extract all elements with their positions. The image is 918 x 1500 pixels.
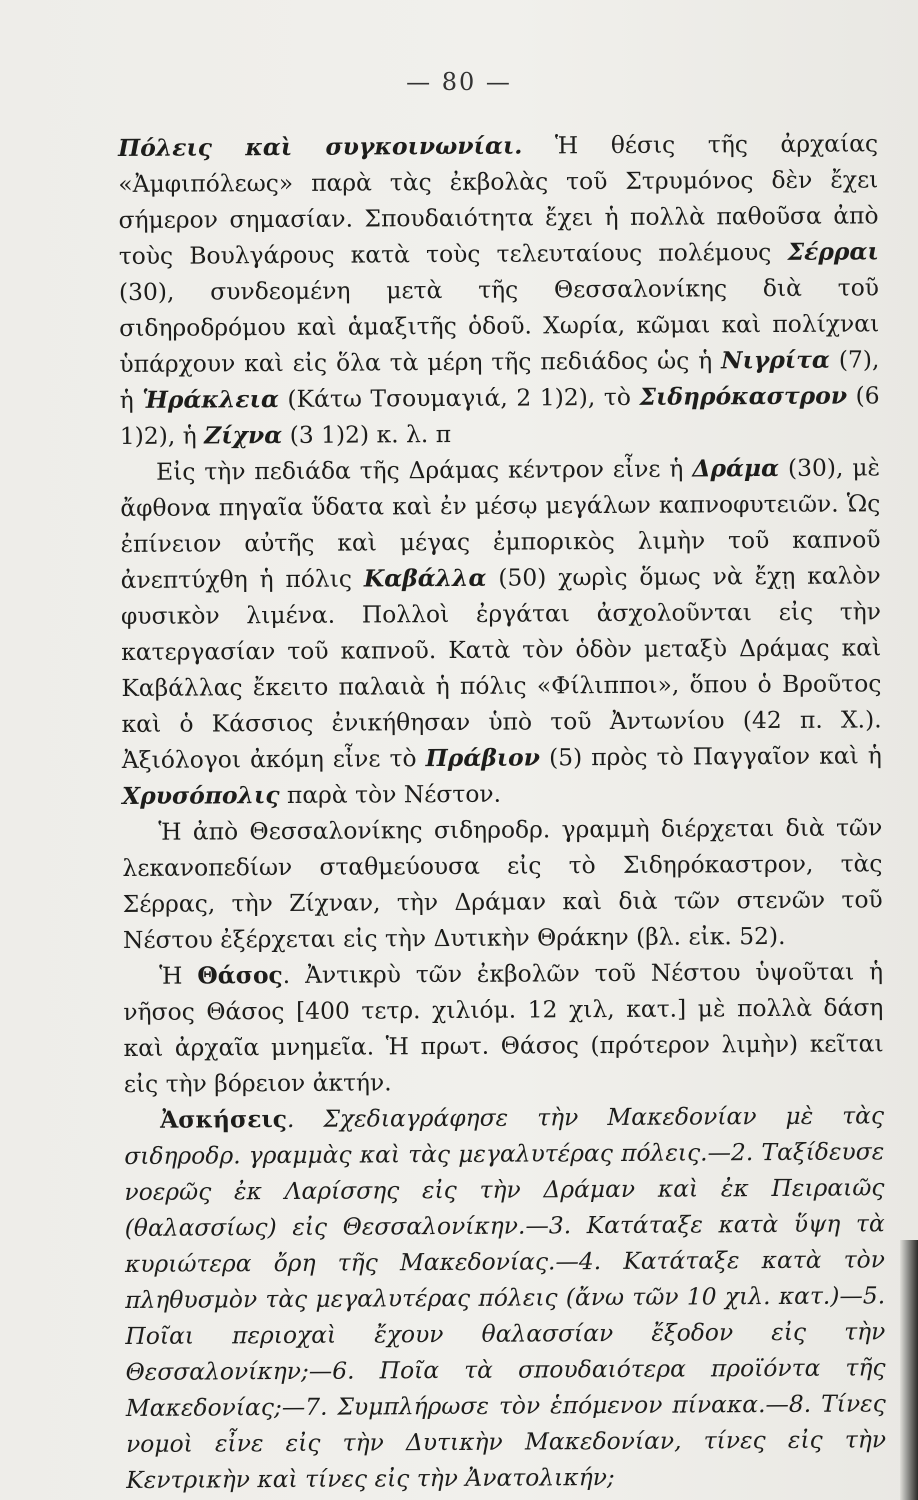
body-text: [118, 125, 886, 1498]
emphasis-text: . Σχεδιαγράφησε τὴν Μακεδονίαν μὲ τὰς σιδηροδρ. γραμμὰς καὶ τὰς μεγαλυτέρας πόλεις.—2. Ταξίδευσε νοερῶς ἐκ Λαρίσσης εἰς τὴν Δράμαν καὶ ἐκ Πειραιῶς (θαλασσίως) εἰς Θεσσαλονίκην.—3. Κατάταξε κατὰ ὕψη τὰ κυριώτερα ὄρη τῆς Μακεδονίας.—4. Κατάταξε κατὰ τὸν πληθυσμὸν τὰς μεγαλυτέρας πόλεις (ἄνω τῶν 10 χιλ. κατ.)—5. Ποῖαι περιοχαὶ ἔχουν θαλασσίαν ἔξοδον εἰς τὴν Θεσσαλονίκην;—6. Ποῖα τὰ σπουδαιότερα προϊόντα τῆς Μακεδονίας;—7. Συμπλήρωσε τὸν ἑπόμενον πίνακα.—8. Τίνες νομοὶ εἶνε εἰς τὴν Δυτικὴν Μακεδονίαν, τίνες εἰς τὴν Κεντρικὴν καὶ τίνες εἰς τὴν Ἀνατολικήν;: [124, 1101, 887, 1494]
emphasis-text: Σιδηρόκαστρον: [639, 381, 848, 411]
paragraph-p5: [124, 1097, 886, 1498]
emphasis-text: Θάσος: [197, 961, 283, 990]
body-text-run: (3 1)2) κ. λ. π: [282, 419, 452, 450]
paragraph-p4: [123, 953, 884, 1102]
emphasis-text: Ζίχνα: [204, 421, 283, 450]
body-text-run: παρὰ τὸν Νέστον.: [279, 779, 502, 810]
paragraph-p1: [118, 125, 880, 454]
body-text-run: (7), ἡ: [119, 345, 880, 414]
emphasis-text: Ἡράκλεια: [142, 385, 279, 414]
body-text-run: Ἡ: [159, 961, 198, 990]
emphasis-text: Νιγρίτα: [721, 345, 830, 375]
emphasis-text: Καβάλλα: [363, 563, 487, 593]
body-text-run: (Κάτω Τσουμαγιά, 2 1)2), τὸ: [278, 382, 640, 414]
emphasis-text: Πόλεις καὶ συγκοινωνίαι.: [118, 131, 523, 162]
emphasis-text: Δράμα: [692, 453, 780, 483]
emphasis-text: Πράβιον: [425, 743, 541, 773]
paragraph-p2: [120, 449, 882, 814]
body-text-run: . Ἀντικρὺ τῶν ἐκβολῶν τοῦ Νέστου ὑψοῦται ἡ νῆσος Θάσος [400 τετρ. χιλιόμ. 12 χιλ, κατ.] μὲ πολλὰ δάση καὶ ἀρχαῖα μνημεῖα. Ἡ πρωτ. Θάσος (πρότερον λιμὴν) κεῖται εἰς τὴν βόρειον ἀκτήν.: [123, 957, 884, 1098]
body-text-run: (6 1)2), ἡ: [119, 381, 880, 450]
emphasis-text: Χρυσόπολις: [121, 781, 280, 810]
page-edge-shadow: [900, 1240, 918, 1500]
body-text-run: Ἡ θέσις τῆς ἀρχαίας «Ἀμφιπόλεως» παρὰ τὰς ἐκβολὰς τοῦ Στρυμόνος δὲν ἔχει σήμερον σημασίαν. Σπουδαιότητα ἔχει ἡ πολλὰ παθοῦσα ἀπὸ τοὺς Βουλγάρους κατὰ τοὺς τελευταίους πολέμους: [118, 129, 879, 270]
paragraph-p3: [122, 809, 883, 958]
body-text-run: (5) πρὸς τὸ Παγγαῖον καὶ ἡ: [539, 741, 882, 772]
body-text-run: Εἰς τὴν πεδιάδα τῆς Δράμας κέντρον εἶνε ἡ: [156, 454, 693, 486]
body-text-run: Ἡ ἀπὸ Θεσσαλονίκης σιδηροδρ. γραμμὴ διέρχεται διὰ τῶν λεκανοπεδίων σταθμεύουσα εἰς τὸ Σιδηρόκαστρον, τὰς Σέρρας, τὴν Ζίχναν, τὴν Δράμαν καὶ διὰ τῶν στενῶν τοῦ Νέστου ἐξέρχεται εἰς τὴν Δυτικὴν Θράκην (βλ. εἰκ. 52).: [122, 813, 883, 954]
body-text-run: (30), συνδεομένη μετὰ τῆς Θεσσαλονίκης διὰ τοῦ σιδηροδρόμου καὶ ἁμαξιτῆς ὁδοῦ. Χωρία, κῶμαι καὶ πολίχναι ὑπάρχουν καὶ εἰς ὅλα τὰ μέρη τῆς πεδιάδος ὡς ἡ: [118, 273, 880, 378]
emphasis-text: Ἀσκήσεις: [159, 1104, 288, 1134]
body-text-run: (50) χωρὶς ὅμως νὰ ἔχῃ καλὸν φυσικὸν λιμένα. Πολλοὶ ἐργάται ἀσχολοῦνται εἰς τὴν κατεργασίαν τοῦ καπνοῦ. Κατὰ τὸν ὁδὸν μεταξὺ Δράμας καὶ Καβάλλας ἔκειτο παλαιὰ ἡ πόλις «Φίλιπποι», ὅπου ὁ Βροῦτος καὶ ὁ Κάσσιος ἐνικήθησαν ὑπὸ τοῦ Ἀντωνίου (42 π. Χ.). Ἀξιόλογοι ἀκόμη εἶνε τὸ: [120, 561, 882, 774]
emphasis-text: Σέρραι: [787, 237, 879, 266]
body-text-run: (30), μὲ ἄφθονα πηγαῖα ὕδατα καὶ ἐν μέσῳ μεγάλων καπνοφυτειῶν. Ὡς ἐπίνειον αὐτῆς καὶ μέγας ἐμπορικὸς λιμὴν τοῦ καπνοῦ ἀνεπτύχθη ἡ πόλις: [120, 453, 881, 594]
page-number: — 80 —: [406, 68, 512, 96]
